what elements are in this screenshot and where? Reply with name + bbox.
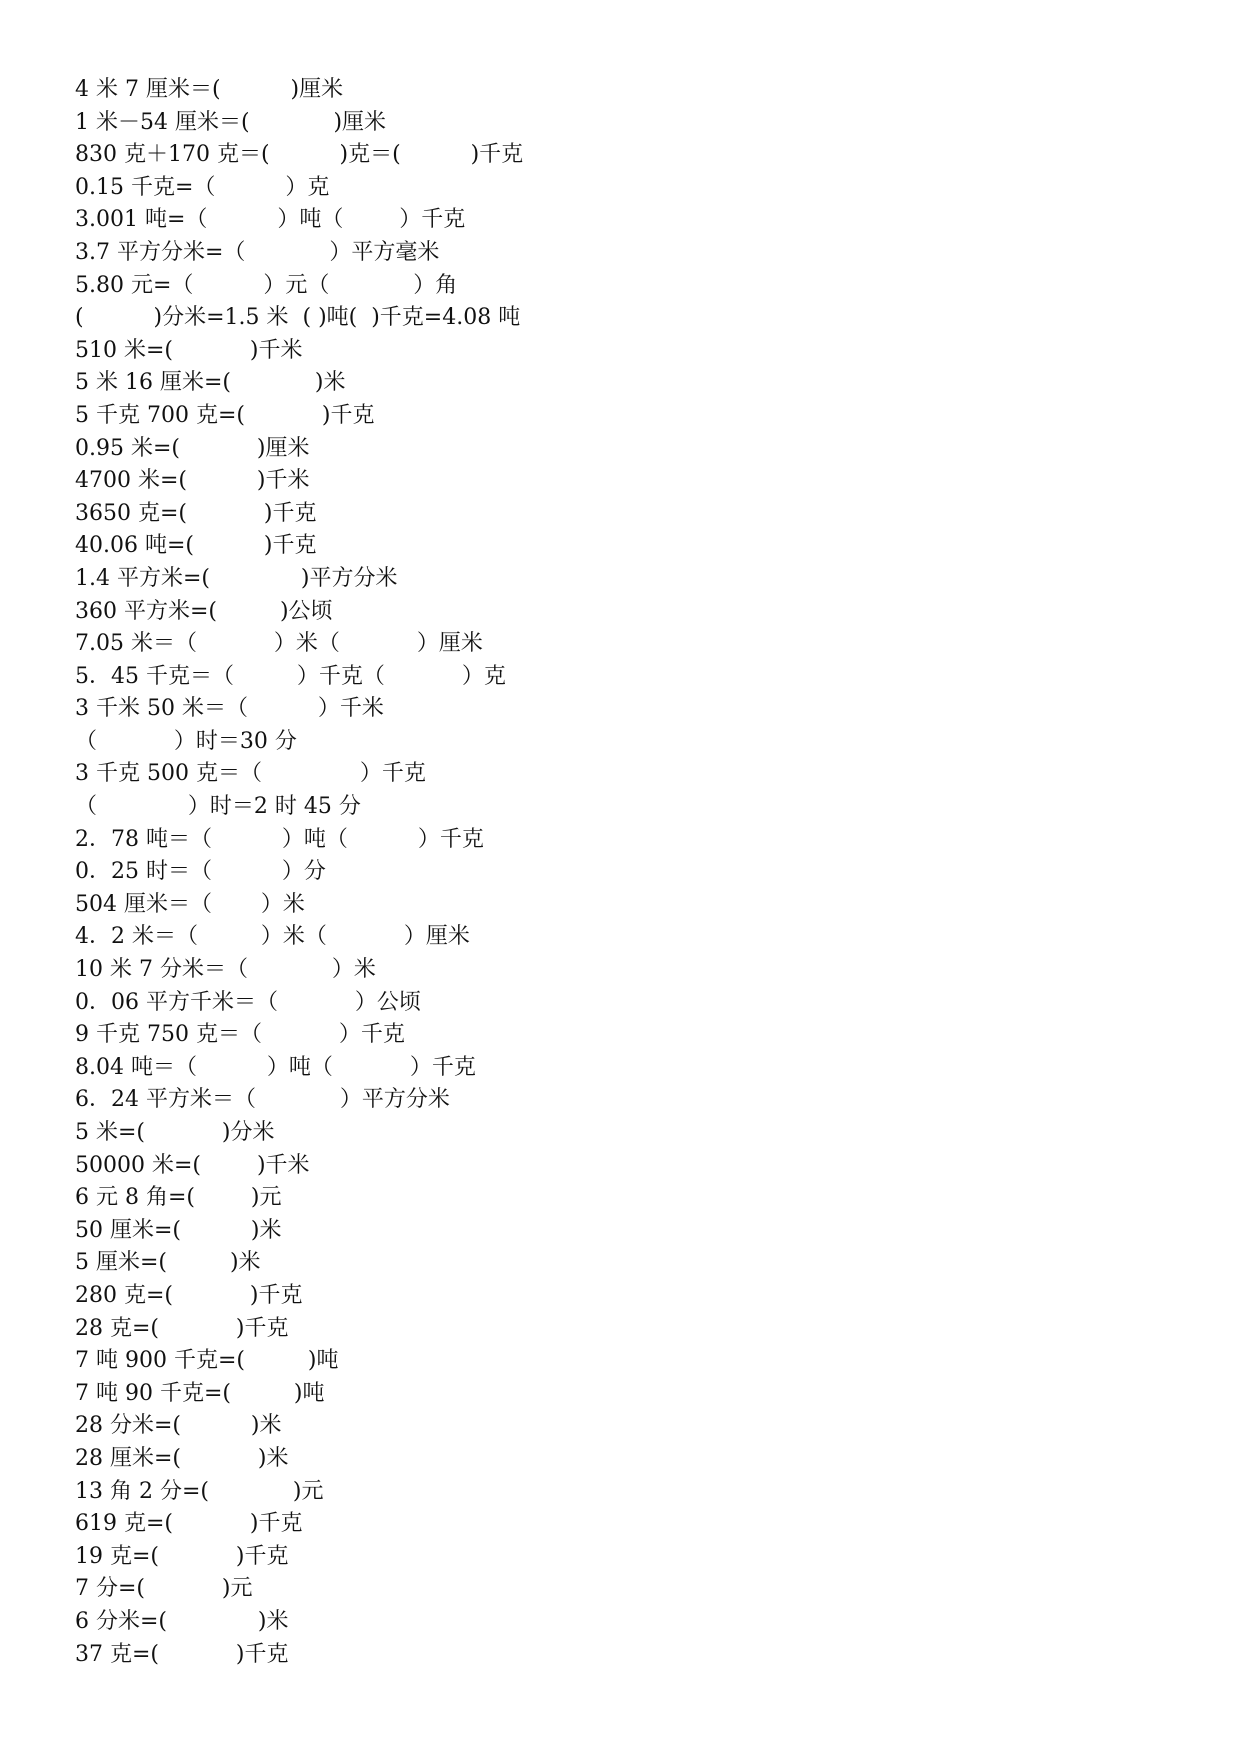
exercise-line: 510 米=( )千米 — [75, 337, 303, 363]
exercise-line: 7 分=( )元 — [75, 1576, 253, 1602]
exercise-line: （ ）时＝2 时 45 分 — [75, 794, 361, 820]
exercise-line: 504 厘米＝（ ）米 — [75, 891, 305, 917]
exercise-line: 19 克=( )千克 — [75, 1543, 289, 1569]
exercise-list — [75, 74, 523, 1671]
exercise-line: 37 克=( )千克 — [75, 1641, 289, 1667]
exercise-line: 4．2 米＝（ ）米（ ）厘米 — [75, 924, 470, 950]
exercise-line: 10 米 7 分米＝（ ）米 — [75, 957, 376, 983]
exercise-line: 360 平方米=( )公顷 — [75, 598, 333, 624]
exercise-line: 5 千克 700 克=( )千克 — [75, 402, 375, 428]
exercise-line: 280 克=( )千克 — [75, 1282, 303, 1308]
exercise-line: 40.06 吨=( )千克 — [75, 533, 317, 559]
exercise-line: 0.95 米=( )厘米 — [75, 435, 310, 461]
exercise-line: 7 吨 90 千克=( )吨 — [75, 1380, 325, 1406]
exercise-line: 6 分米=( )米 — [75, 1608, 289, 1634]
exercise-line: 13 角 2 分=( )元 — [75, 1478, 324, 1504]
exercise-line: 3.001 吨=（ ）吨（ ）千克 — [75, 207, 466, 233]
exercise-line: 50 厘米=( )米 — [75, 1217, 282, 1243]
exercise-line: 5.80 元=（ ）元（ ）角 — [75, 272, 458, 298]
exercise-line: （ ）时＝30 分 — [75, 728, 297, 754]
exercise-line: 1.4 平方米=( )平方分米 — [75, 565, 398, 591]
exercise-line: 7.05 米＝（ ）米（ ）厘米 — [75, 631, 483, 657]
exercise-line: 3.7 平方分米=（ ）平方毫米 — [75, 239, 440, 265]
exercise-line: 2．78 吨＝（ ）吨（ ）千克 — [75, 826, 484, 852]
exercise-line: 5 米=( )分米 — [75, 1120, 275, 1145]
exercise-line: 7 吨 900 千克=( )吨 — [75, 1348, 339, 1374]
exercise-line: 3 千米 50 米＝（ ）千米 — [75, 696, 384, 722]
exercise-line: 6 元 8 角=( )元 — [75, 1185, 282, 1211]
exercise-line: ( )分米=1.5 米 ( )吨( )千克=4.08 吨 — [75, 305, 521, 331]
exercise-line: 28 分米=( )米 — [75, 1413, 282, 1439]
exercise-line: 0．25 时＝（ ）分 — [75, 859, 326, 885]
exercise-line: 9 千克 750 克＝（ ）千克 — [75, 1022, 405, 1048]
exercise-line: 5 米 16 厘米=( )米 — [75, 370, 346, 396]
exercise-line: 6．24 平方米＝（ ）平方分米 — [75, 1087, 450, 1113]
exercise-line: 8.04 吨＝（ ）吨（ ）千克 — [75, 1054, 476, 1080]
exercise-line: 5．45 千克＝（ ）千克（ ）克 — [75, 663, 506, 689]
exercise-line: 0．06 平方千米＝（ ）公顷 — [75, 989, 421, 1015]
exercise-line: 28 克=( )千克 — [75, 1315, 289, 1341]
exercise-line: 5 厘米=( )米 — [75, 1250, 261, 1276]
exercise-line: 50000 米=( )千米 — [75, 1152, 310, 1178]
exercise-line: 3 千克 500 克＝（ ）千克 — [75, 761, 426, 787]
exercise-line: 28 厘米=( )米 — [75, 1445, 289, 1471]
exercise-line: 4700 米=( )千米 — [75, 468, 310, 494]
exercise-line: 0.15 千克=（ ）克 — [75, 174, 330, 200]
exercise-line: 1 米－54 厘米＝( )厘米 — [75, 109, 387, 135]
exercise-line: 3650 克=( )千克 — [75, 500, 317, 526]
exercise-line: 4 米 7 厘米＝( )厘米 — [75, 77, 344, 102]
exercise-line: 619 克=( )千克 — [75, 1511, 303, 1537]
exercise-line: 830 克＋170 克＝( )克＝( )千克 — [75, 142, 524, 168]
